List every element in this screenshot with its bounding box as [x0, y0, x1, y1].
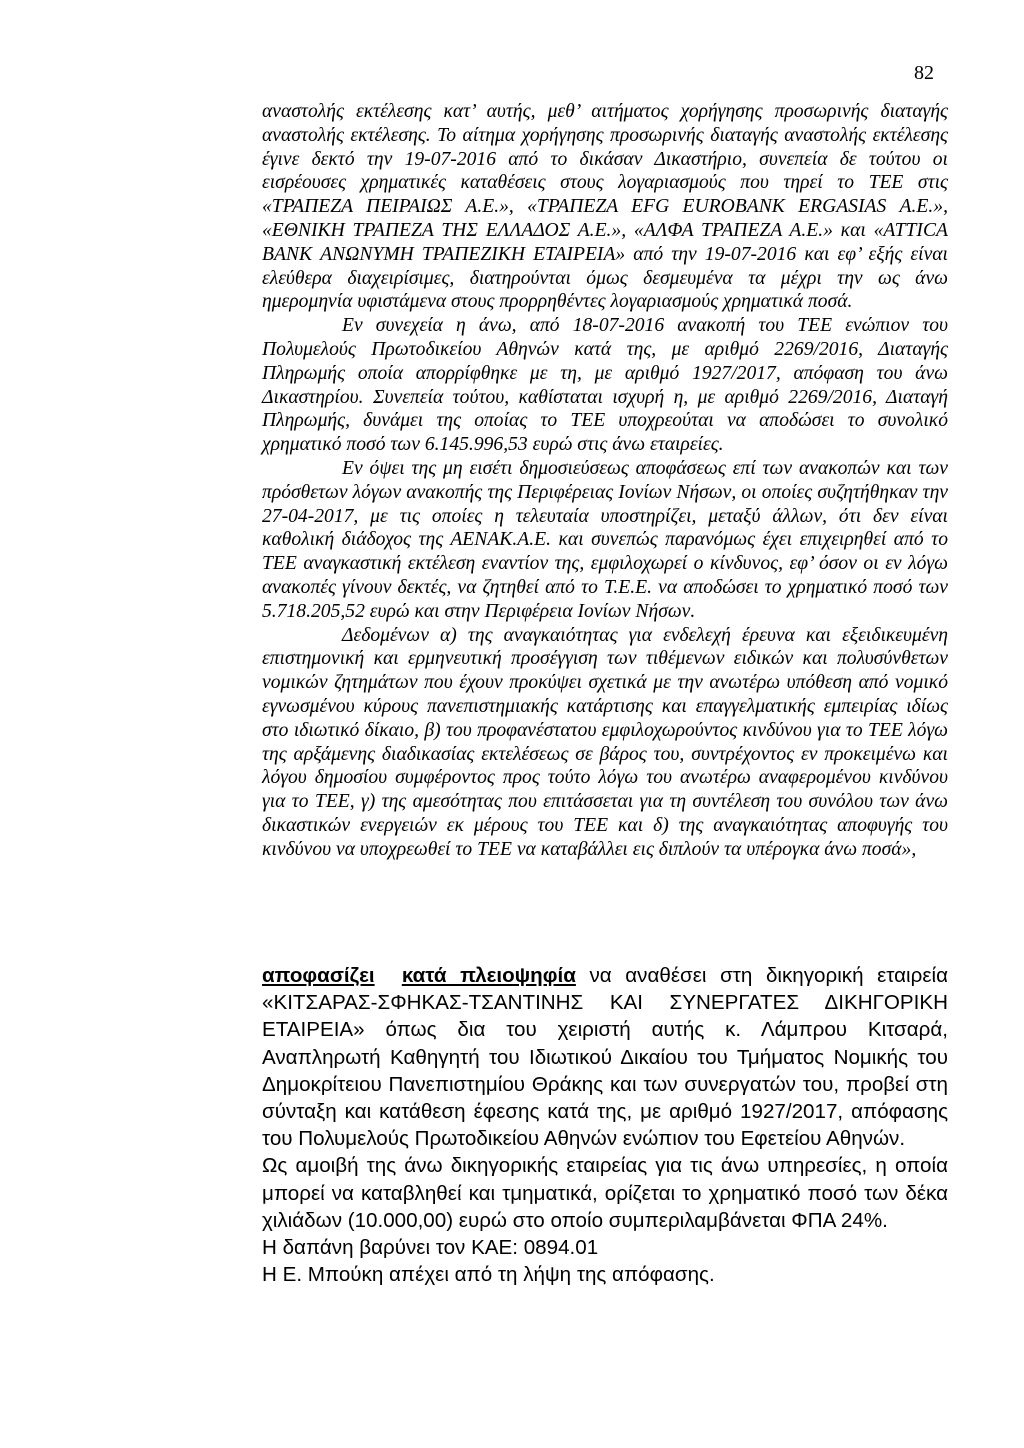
- paragraph-ionian-islands: Εν όψει της μη εισέτι δημοσιεύσεως αποφάσεως επί των ανακοπών και των πρόσθετων λόγων ανακοπής της Περιφέρειας Ιονίων Νήσων, οι οποίες συζητήθηκαν την 27-04-2017, με τις οποίες η τελευταία υποστηρίζει, μεταξύ άλλων, ότι δεν είναι καθολική διάδοχος της ΑΕΝΑΚ.Α.Ε. και συνεπώς παρανόμως έχει επιχειρηθεί από το ΤΕΕ αναγκαστική εκτέλεση εναντίον της, εμφιλοχωρεί ο κίνδυνος, εφ’ όσον οι εν λόγω ανακοπές γίνουν δεκτές, να ζητηθεί από το Τ.Ε.Ε. να αποδώσει το χρηματικό ποσό των 5.718.205,52 ευρώ και στην Περιφέρεια Ιονίων Νήσων.: [262, 457, 948, 622]
- decision-body: να αναθέσει στη δικηγορική εταιρεία «ΚΙΤΣΑΡΑΣ-ΣΦΗΚΑΣ-ΤΣΑΝΤΙΝΗΣ ΚΑΙ ΣΥΝΕΡΓΑΤΕΣ ΔΙΚΗΓΟΡΙΚΗ ΕΤΑΙΡΕΙΑ» όπως δια του χειριστή αυτής κ. Λάμπρου Κιτσαρά, Αναπληρωτή Καθηγητή του Ιδιωτικού Δικαίου του Τμήματος Νομικής του Δημοκρίτειου Πανεπιστημίου Θράκης και των συνεργατών του, προβεί στη σύνταξη και κατάθεση έφεσης κατά της, με αριθμό 1927/2017, απόφασης του Πολυμελούς Πρωτοδικείου Αθηνών ενώπιον του Εφετείου Αθηνών.: [262, 964, 949, 1151]
- paragraph-appeal-outcome: Εν συνεχεία η άνω, από 18-07-2016 ανακοπή του ΤΕΕ ενώπιον του Πολυμελούς Πρωτοδικείου Αθηνών κατά της, με αριθμό 2269/2016, Διαταγής Πληρωμής οποία απορρίφθηκε με τη, με αριθμό 1927/2017, απόφαση του άνω Δικαστηρίου. Συνεπεία τούτου, καθίσταται ισχυρή η, με αριθμό 2269/2016, Διαταγή Πληρωμής, δυνάμει της οποίας το ΤΕΕ υποχρεούται να αποδώσει το συνολικό χρηματικό ποσό των 6.145.996,53 ευρώ στις άνω εταιρείες.: [262, 315, 948, 456]
- abstention-line: Η Ε. Μπούκη απέχει από τη λήψη της απόφασης.: [262, 1263, 715, 1287]
- paragraph-suspension: αναστολής εκτέλεσης κατ’ αυτής, μεθ’ αιτήματος χορήγησης προσωρινής διαταγής αναστολής εκτέλεσης. Το αίτημα χορήγησης προσωρινής διαταγής αναστολής εκτέλεσης έγινε δεκτό την 19-07-2016 από το δικάσαν Δικαστήριο, συνεπεία δε τούτου οι εισρέουσες χρηματικές καταθέσεις στους λογαριασμούς που τηρεί το ΤΕΕ στις «ΤΡΑΠΕΖΑ ΠΕΙΡΑΙΩΣ Α.Ε.», «ΤΡΑΠΕΖΑ EFG EUROBANK ERGASIAS Α.Ε.», «ΕΘΝΙΚΗ ΤΡΑΠΕΖΑ ΤΗΣ ΕΛΛΑΔΟΣ Α.Ε.», «ΑΛΦΑ ΤΡΑΠΕΖΑ Α.Ε.» και «ATTICA BANK ΑΝΩΝΥΜΗ ΤΡΑΠΕΖΙΚΗ ΕΤΑΙΡΕΙΑ» από την 19-07-2016 και εφ’ εξής είναι ελεύθερα διαχειρίσιμες, διατηρούνται όμως δεσμευμένα τα μέχρι την ως άνω ημερομηνία υφιστάμενα στους προρρηθέντες λογαριασμούς χρηματικά ποσά.: [262, 101, 948, 313]
- decision-verb: αποφασίζει: [262, 964, 375, 987]
- decision-section: [262, 962, 948, 1288]
- decision-majority: κατά πλειοψηφία: [401, 964, 576, 987]
- paragraph-justification: Δεδομένων α) της αναγκαιότητας για ενδελεχή έρευνα και εξειδικευμένη επιστημονική και ερμηνευτική προσέγγιση των τιθέμενων ειδικών και πολυσύνθετων νομικών ζητημάτων που έχουν προκύψει σχετικά με την ανωτέρω υπόθεση από νομικό εγνωσμένου κύρους πανεπιστημιακής κατάρτισης και επαγγελματικής εμπειρίας ιδίως στο ιδιωτικό δίκαιο, β) του προφανέστατου εμφιλοχωρούντος κινδύνου για το ΤΕΕ λόγω της αρξάμενης διαδικασίας εκτελέσεως σε βάρος του, συντρέχοντος εν προκειμένω και λόγου δημοσίου συμφέροντος προς τούτο λόγω του ανωτέρω αναφερομένου κινδύνου για το ΤΕΕ, γ) της αμεσότητας που επιτάσσεται για τη συντέλεση του συνόλου των άνω δικαστικών ενεργειών εκ μέρους του ΤΕΕ και δ) της αναγκαιότητας αποφυγής του κινδύνου να υποχρεωθεί το ΤΕΕ να καταβάλλει εις διπλούν τα υπέρογκα άνω ποσά»,: [262, 624, 948, 860]
- fee-paragraph: Ως αμοιβή της άνω δικηγορικής εταιρείας για τις άνω υπηρεσίες, η οποία μπορεί να καταβληθεί και τμηματικά, ορίζεται το χρηματικό ποσό των δέκα χιλιάδων (10.000,00) ευρώ στο οποίο συμπεριλαμβάνεται ΦΠΑ 24%.: [262, 1154, 948, 1232]
- decision-paragraph: [262, 962, 948, 1152]
- page-number: 82: [914, 62, 934, 84]
- expense-line: Η δαπάνη βαρύνει τον ΚΑΕ: 0894.01: [262, 1236, 599, 1260]
- italic-quoted-text: [262, 100, 948, 862]
